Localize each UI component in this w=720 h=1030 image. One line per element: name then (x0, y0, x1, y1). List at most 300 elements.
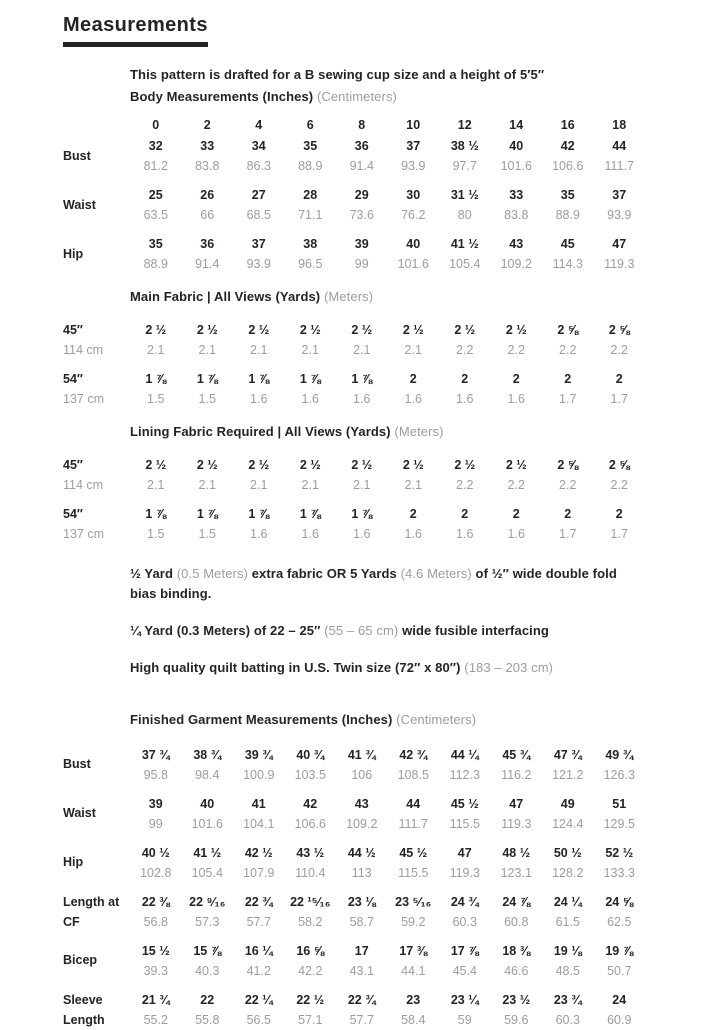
measurement-row (63, 369, 713, 409)
note (130, 658, 642, 678)
inches-value: 47 (509, 796, 524, 811)
cm-value: 91.4 (195, 257, 220, 271)
row-label: Length at CF (63, 894, 120, 929)
meters-value: 1.6 (404, 392, 422, 406)
inches-value: 36 (200, 237, 215, 251)
inches-value: 22 ¹⁵⁄₁₆ (290, 894, 331, 909)
measurement-row (63, 843, 713, 883)
meters-value: 1.7 (559, 527, 577, 541)
inches-value: 47 (457, 845, 472, 860)
cm-value: 119.3 (449, 865, 480, 880)
inches-value: 38 ¾ (193, 747, 222, 762)
yards-value: 2 ½ (248, 458, 270, 472)
note-metric-text: (0.5 Meters) (176, 566, 248, 581)
meters-value: 2.2 (507, 343, 525, 357)
measurement-row (63, 794, 713, 834)
inches-value: 42 ¾ (399, 747, 428, 762)
meters-value: 2.2 (559, 478, 577, 492)
inches-value: 35 (303, 139, 318, 153)
row-label-cell (63, 892, 130, 932)
measurement-row (63, 320, 713, 360)
value-cell (491, 794, 543, 834)
size-label: 14 (509, 118, 524, 132)
inches-value: 22 ¾ (347, 992, 376, 1007)
cm-value: 60.3 (452, 914, 477, 929)
value-cell (285, 234, 337, 274)
value-cell (594, 843, 646, 883)
cm-value: 129.5 (603, 816, 635, 831)
yards-value: 2 ½ (299, 323, 321, 337)
cm-value: 109.2 (346, 816, 378, 831)
inches-value: 24 (612, 992, 627, 1007)
value-cell (182, 455, 234, 495)
meters-value: 1.5 (198, 527, 216, 541)
size-label: 0 (152, 118, 160, 132)
heading-main: Body Measurements (Inches) (130, 89, 314, 104)
yards-value: 2 ½ (351, 323, 373, 337)
heading-unit-alt: (Meters) (323, 289, 374, 304)
value-cell (491, 320, 543, 360)
inches-value: 28 (303, 188, 318, 202)
row-label: Bicep (63, 953, 98, 968)
value-cell (336, 369, 388, 409)
cm-value: 60.3 (555, 1012, 580, 1027)
inches-value: 51 (612, 796, 627, 811)
row-label: Waist (63, 806, 96, 821)
value-cell (233, 136, 285, 176)
meters-value: 1.6 (301, 392, 319, 406)
cm-value: 59.6 (504, 1012, 529, 1027)
inches-value: 40 (406, 237, 421, 251)
meters-value: 1.6 (507, 392, 525, 406)
value-cell (233, 941, 285, 981)
inches-value: 43 (354, 796, 369, 811)
cm-value: 71.1 (298, 208, 323, 222)
cm-value: 66 (200, 208, 215, 222)
meters-value: 2.2 (559, 343, 577, 357)
value-cell (439, 892, 491, 932)
value-cell (285, 745, 337, 785)
inches-value: 37 (251, 237, 266, 251)
inches-value: 40 (509, 139, 524, 153)
row-sublabel: 114 cm (63, 343, 104, 357)
value-cell (285, 941, 337, 981)
yards-value: 2 ½ (402, 323, 424, 337)
row-label: Bust (63, 148, 91, 163)
note-text: High quality quilt batting in U.S. Twin size (72″ x 80″) (130, 660, 465, 676)
value-cell (336, 990, 388, 1030)
cm-value: 60.8 (504, 914, 529, 929)
cm-value: 99 (148, 816, 163, 831)
value-cell (542, 320, 594, 360)
cm-value: 57.7 (246, 914, 271, 929)
yards-value: 2 (564, 372, 572, 386)
value-cell (594, 745, 646, 785)
inches-value: 42 (560, 139, 575, 153)
value-cell (130, 745, 182, 785)
row-label: Sleeve Length (63, 992, 105, 1027)
page-title: Measurements (63, 14, 208, 47)
value-cell (285, 185, 337, 225)
value-cell (594, 794, 646, 834)
inches-value: 39 ¾ (244, 747, 273, 762)
inches-value: 41 ¾ (347, 747, 376, 762)
cm-value: 106.6 (552, 159, 584, 173)
value-cell (233, 369, 285, 409)
cm-value: 133.3 (603, 865, 635, 880)
value-cell (233, 843, 285, 883)
note-text: ½ Yard (130, 566, 177, 581)
value-cell (285, 794, 337, 834)
value-cell (130, 320, 182, 360)
value-cell (336, 794, 388, 834)
yards-value: 2 ½ (299, 458, 321, 472)
row-label-cell (63, 855, 130, 870)
value-cell (182, 369, 234, 409)
meters-value: 2.1 (147, 343, 165, 357)
value-cell (594, 320, 646, 360)
inches-value: 23 (406, 992, 421, 1007)
inches-value: 38 ½ (450, 139, 479, 153)
size-label: 12 (457, 118, 472, 132)
measurement-row (63, 941, 713, 981)
cm-value: 113 (351, 865, 372, 880)
cm-value: 128.2 (552, 865, 584, 880)
row-label-cell (63, 455, 130, 495)
inches-value: 24 ⅝ (605, 894, 634, 909)
cm-value: 80 (457, 208, 472, 222)
inches-value: 38 (303, 237, 318, 251)
inches-value: 15 ⅞ (193, 943, 222, 958)
cm-value: 111.7 (398, 816, 428, 831)
value-cell (130, 455, 182, 495)
meters-value: 2.2 (610, 478, 628, 492)
cm-value: 124.4 (552, 816, 584, 831)
value-cell (336, 504, 388, 544)
inches-value: 16 ⅝ (296, 943, 325, 958)
cm-value: 126.3 (603, 767, 635, 782)
value-cell (336, 892, 388, 932)
value-cell (182, 234, 234, 274)
yards-value: 2 ½ (248, 323, 270, 337)
meters-value: 2.1 (404, 343, 422, 357)
meters-value: 1.6 (353, 392, 371, 406)
meters-value: 2.1 (404, 478, 422, 492)
yards-value: 2 (512, 372, 520, 386)
value-cell (336, 234, 388, 274)
inches-value: 43 ½ (296, 845, 325, 860)
meters-value: 2.1 (250, 343, 268, 357)
intro-text: This pattern is drafted for a B sewing cup size and a height of 5′5″ (130, 67, 545, 82)
cm-value: 104.1 (243, 816, 275, 831)
value-cell (130, 843, 182, 883)
inches-value: 16 ¼ (244, 943, 273, 958)
cm-value: 83.8 (504, 208, 529, 222)
inches-value: 23 ⅛ (347, 894, 376, 909)
row-label: 54″ (63, 372, 83, 386)
cm-value: 55.8 (195, 1012, 220, 1027)
cm-value: 56.5 (246, 1012, 271, 1027)
value-cell (594, 185, 646, 225)
yards-value: 1 ⅞ (351, 507, 373, 521)
inches-value: 37 (612, 188, 627, 202)
cm-value: 111.7 (604, 159, 634, 173)
meters-value: 1.5 (147, 527, 165, 541)
value-cell (130, 185, 182, 225)
meters-value: 2.1 (250, 478, 268, 492)
value-cell (491, 369, 543, 409)
size-label: 16 (560, 118, 575, 132)
value-cell (542, 369, 594, 409)
meters-value: 2.1 (198, 343, 216, 357)
value-cell (233, 234, 285, 274)
inches-value: 33 (200, 139, 215, 153)
inches-value: 22 ½ (296, 992, 325, 1007)
cm-value: 45.4 (452, 963, 477, 978)
meters-value: 2.2 (456, 343, 474, 357)
value-cell (388, 990, 440, 1030)
row-label-cell (63, 320, 130, 360)
value-cell (233, 892, 285, 932)
inches-value: 24 ¾ (450, 894, 479, 909)
cm-value: 112.3 (449, 767, 480, 782)
cm-value: 40.3 (195, 963, 220, 978)
inches-value: 48 ½ (502, 845, 531, 860)
cm-value: 109.2 (500, 257, 532, 271)
meters-value: 1.6 (301, 527, 319, 541)
inches-value: 29 (354, 188, 369, 202)
yards-value: 2 ½ (454, 323, 476, 337)
cm-value: 96.5 (298, 257, 323, 271)
cm-value: 114.3 (552, 257, 583, 271)
cm-value: 55.2 (143, 1012, 168, 1027)
yards-value: 2 ½ (505, 458, 527, 472)
cm-value: 100.9 (243, 767, 275, 782)
value-cell (336, 455, 388, 495)
inches-value: 24 ⅞ (502, 894, 531, 909)
value-cell (285, 455, 337, 495)
inches-value: 23 ⁵⁄₁₆ (395, 894, 432, 909)
meters-value: 2.2 (456, 478, 474, 492)
inches-value: 24 ¼ (553, 894, 582, 909)
cm-value: 99 (354, 257, 369, 271)
heading-main: Lining Fabric Required | All Views (Yards) (130, 424, 391, 439)
value-cell (285, 892, 337, 932)
inches-value: 35 (560, 188, 575, 202)
inches-value: 33 (509, 188, 524, 202)
measurement-row (63, 455, 713, 495)
cm-value: 58.2 (298, 914, 323, 929)
cm-value: 88.9 (555, 208, 580, 222)
value-cell (439, 320, 491, 360)
note-metric-text: (55 – 65 cm) (324, 623, 399, 639)
value-cell (285, 136, 337, 176)
cm-value: 76.2 (401, 208, 426, 222)
meters-value: 2.1 (198, 478, 216, 492)
value-cell (388, 234, 440, 274)
value-cell (388, 745, 440, 785)
value-cell (233, 990, 285, 1030)
cm-value: 93.9 (401, 159, 426, 173)
inches-value: 31 ½ (450, 188, 479, 202)
value-cell (130, 892, 182, 932)
inches-value: 45 ¾ (502, 747, 531, 762)
inches-value: 40 ¾ (296, 747, 325, 762)
cm-value: 62.5 (607, 914, 632, 929)
value-cell (439, 794, 491, 834)
cm-value: 93.9 (607, 208, 632, 222)
size-label: 4 (255, 118, 263, 132)
inches-value: 17 ⅞ (450, 943, 479, 958)
row-sublabel: 137 cm (63, 392, 104, 406)
value-cell (388, 185, 440, 225)
inches-value: 42 (303, 796, 318, 811)
inches-value: 50 ½ (553, 845, 582, 860)
meters-value: 2.1 (353, 343, 371, 357)
value-cell (130, 369, 182, 409)
value-cell (388, 320, 440, 360)
value-cell (594, 892, 646, 932)
value-cell (336, 745, 388, 785)
yards-value: 1 ⅞ (145, 372, 167, 386)
heading-unit-alt: (Centimeters) (396, 711, 477, 727)
cm-value: 97.7 (452, 159, 477, 173)
yards-value: 1 ⅞ (248, 507, 270, 521)
value-cell (542, 234, 594, 274)
value-cell (388, 369, 440, 409)
cm-value: 98.4 (195, 767, 220, 782)
inches-value: 40 (200, 796, 215, 811)
finished-garment-table (63, 745, 713, 1030)
notes-section (130, 564, 642, 679)
note-text: wide fusible interfacing (398, 623, 549, 639)
cm-value: 110.4 (295, 865, 326, 880)
inches-value: 44 (612, 139, 627, 153)
cm-value: 42.2 (298, 963, 323, 978)
yards-value: 2 ⅝ (608, 323, 630, 337)
cm-value: 57.3 (195, 914, 220, 929)
meters-value: 2.2 (610, 343, 628, 357)
cm-value: 119.3 (604, 257, 635, 271)
cm-value: 60.9 (607, 1012, 632, 1027)
cm-value: 108.5 (397, 767, 429, 782)
value-cell (439, 455, 491, 495)
inches-value: 37 ¾ (141, 747, 170, 762)
value-cell (233, 320, 285, 360)
row-label: 54″ (63, 507, 83, 521)
yards-value: 2 (512, 507, 520, 521)
value-cell (542, 941, 594, 981)
value-cell (130, 990, 182, 1030)
meters-value: 2.1 (301, 478, 319, 492)
cm-value: 107.9 (243, 865, 275, 880)
value-cell (439, 504, 491, 544)
yards-value: 2 ⅝ (557, 323, 579, 337)
row-label-cell (63, 990, 130, 1030)
yards-value: 1 ⅞ (299, 372, 321, 386)
cm-value: 121.2 (552, 767, 584, 782)
yards-value: 2 ½ (505, 323, 527, 337)
value-cell (182, 794, 234, 834)
measurement-row (63, 990, 713, 1030)
value-cell (285, 504, 337, 544)
note-text: ¼ Yard (0.3 Meters) of 22 – 25″ (130, 623, 325, 639)
note-metric-text: (4.6 Meters) (400, 566, 472, 581)
value-cell (439, 941, 491, 981)
row-label-cell (63, 247, 130, 262)
value-cell (542, 455, 594, 495)
cm-value: 83.8 (195, 159, 220, 173)
value-cell (491, 185, 543, 225)
value-cell (336, 185, 388, 225)
meters-value: 1.5 (198, 392, 216, 406)
value-cell (542, 794, 594, 834)
cm-value: 63.5 (143, 208, 168, 222)
cm-value: 39.3 (143, 963, 168, 978)
value-cell (542, 136, 594, 176)
value-cell (542, 185, 594, 225)
inches-value: 45 ½ (399, 845, 428, 860)
inches-value: 37 (406, 139, 421, 153)
cm-value: 46.6 (504, 963, 529, 978)
heading-unit-alt: (Meters) (394, 424, 444, 439)
yards-value: 1 ⅞ (196, 507, 218, 521)
value-cell (542, 745, 594, 785)
row-label-cell (63, 198, 130, 213)
value-cell (491, 843, 543, 883)
value-cell (594, 136, 646, 176)
yards-value: 2 (461, 507, 469, 521)
yards-value: 1 ⅞ (248, 372, 270, 386)
inches-value: 49 ¾ (605, 747, 634, 762)
heading-main: Finished Garment Measurements (Inches) (130, 711, 393, 727)
size-label: 18 (612, 118, 627, 132)
value-cell (130, 941, 182, 981)
cm-value: 115.5 (449, 816, 480, 831)
heading-main: Main Fabric | All Views (Yards) (130, 289, 321, 304)
cm-value: 86.3 (246, 159, 271, 173)
yards-value: 1 ⅞ (351, 372, 373, 386)
value-cell (439, 369, 491, 409)
cm-value: 88.9 (143, 257, 168, 271)
value-cell (542, 843, 594, 883)
inches-value: 47 (612, 237, 627, 251)
cm-value: 103.5 (294, 767, 326, 782)
yards-value: 1 ⅞ (145, 507, 167, 521)
cm-value: 102.8 (140, 865, 172, 880)
value-cell (233, 794, 285, 834)
cm-value: 95.8 (143, 767, 168, 782)
cm-value: 81.2 (143, 159, 168, 173)
value-cell (285, 843, 337, 883)
value-cell (285, 320, 337, 360)
inches-value: 44 ½ (347, 845, 376, 860)
value-cell (233, 185, 285, 225)
inches-value: 45 ½ (450, 796, 479, 811)
meters-value: 1.7 (559, 392, 577, 406)
yards-value: 2 ½ (351, 458, 373, 472)
value-cell (130, 136, 182, 176)
row-label-cell (63, 757, 130, 772)
yards-value: 2 (409, 507, 417, 521)
lining-fabric-heading (130, 424, 713, 439)
size-label: 6 (306, 118, 314, 132)
value-cell (182, 504, 234, 544)
meters-value: 1.5 (147, 392, 165, 406)
inches-value: 36 (354, 139, 369, 153)
size-label: 8 (358, 118, 366, 132)
inches-value: 23 ¼ (450, 992, 479, 1007)
